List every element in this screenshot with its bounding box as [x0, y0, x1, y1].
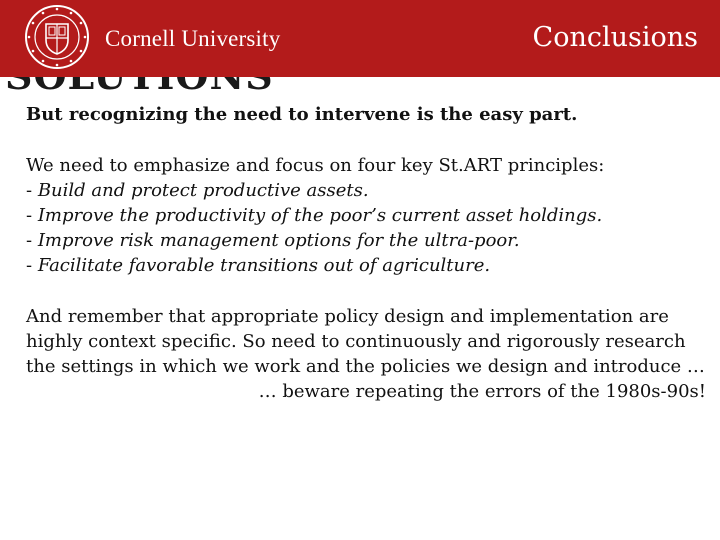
- header-banner: [0, 0, 720, 77]
- slide-content: [26, 102, 706, 404]
- cornell-seal-icon: [24, 4, 90, 70]
- principle-item: - Build and protect productive assets.: [26, 180, 369, 201]
- principle-item: - Facilitate favorable transitions out of agriculture.: [26, 255, 491, 276]
- closing-warning: … beware repeating the errors of the 1980s-90s!: [258, 381, 706, 402]
- principles-intro: We need to emphasize and focus on four key St.ART principles:: [26, 155, 605, 176]
- closing-paragraph: And remember that appropriate policy design and implementation are highly context specific. So need to continuously and rigorously research the settings in which we work and the policies we design and introduce …: [26, 306, 705, 377]
- principle-item: - Improve the productivity of the poor’s current asset holdings.: [26, 205, 603, 226]
- brand-name: Cornell University: [105, 26, 281, 51]
- slide-title: Conclusions: [532, 22, 698, 53]
- lead-statement: But recognizing the need to intervene is the easy part.: [26, 104, 578, 125]
- principles-list: [26, 178, 706, 278]
- principle-item: - Improve risk management options for the ultra-poor.: [26, 230, 520, 251]
